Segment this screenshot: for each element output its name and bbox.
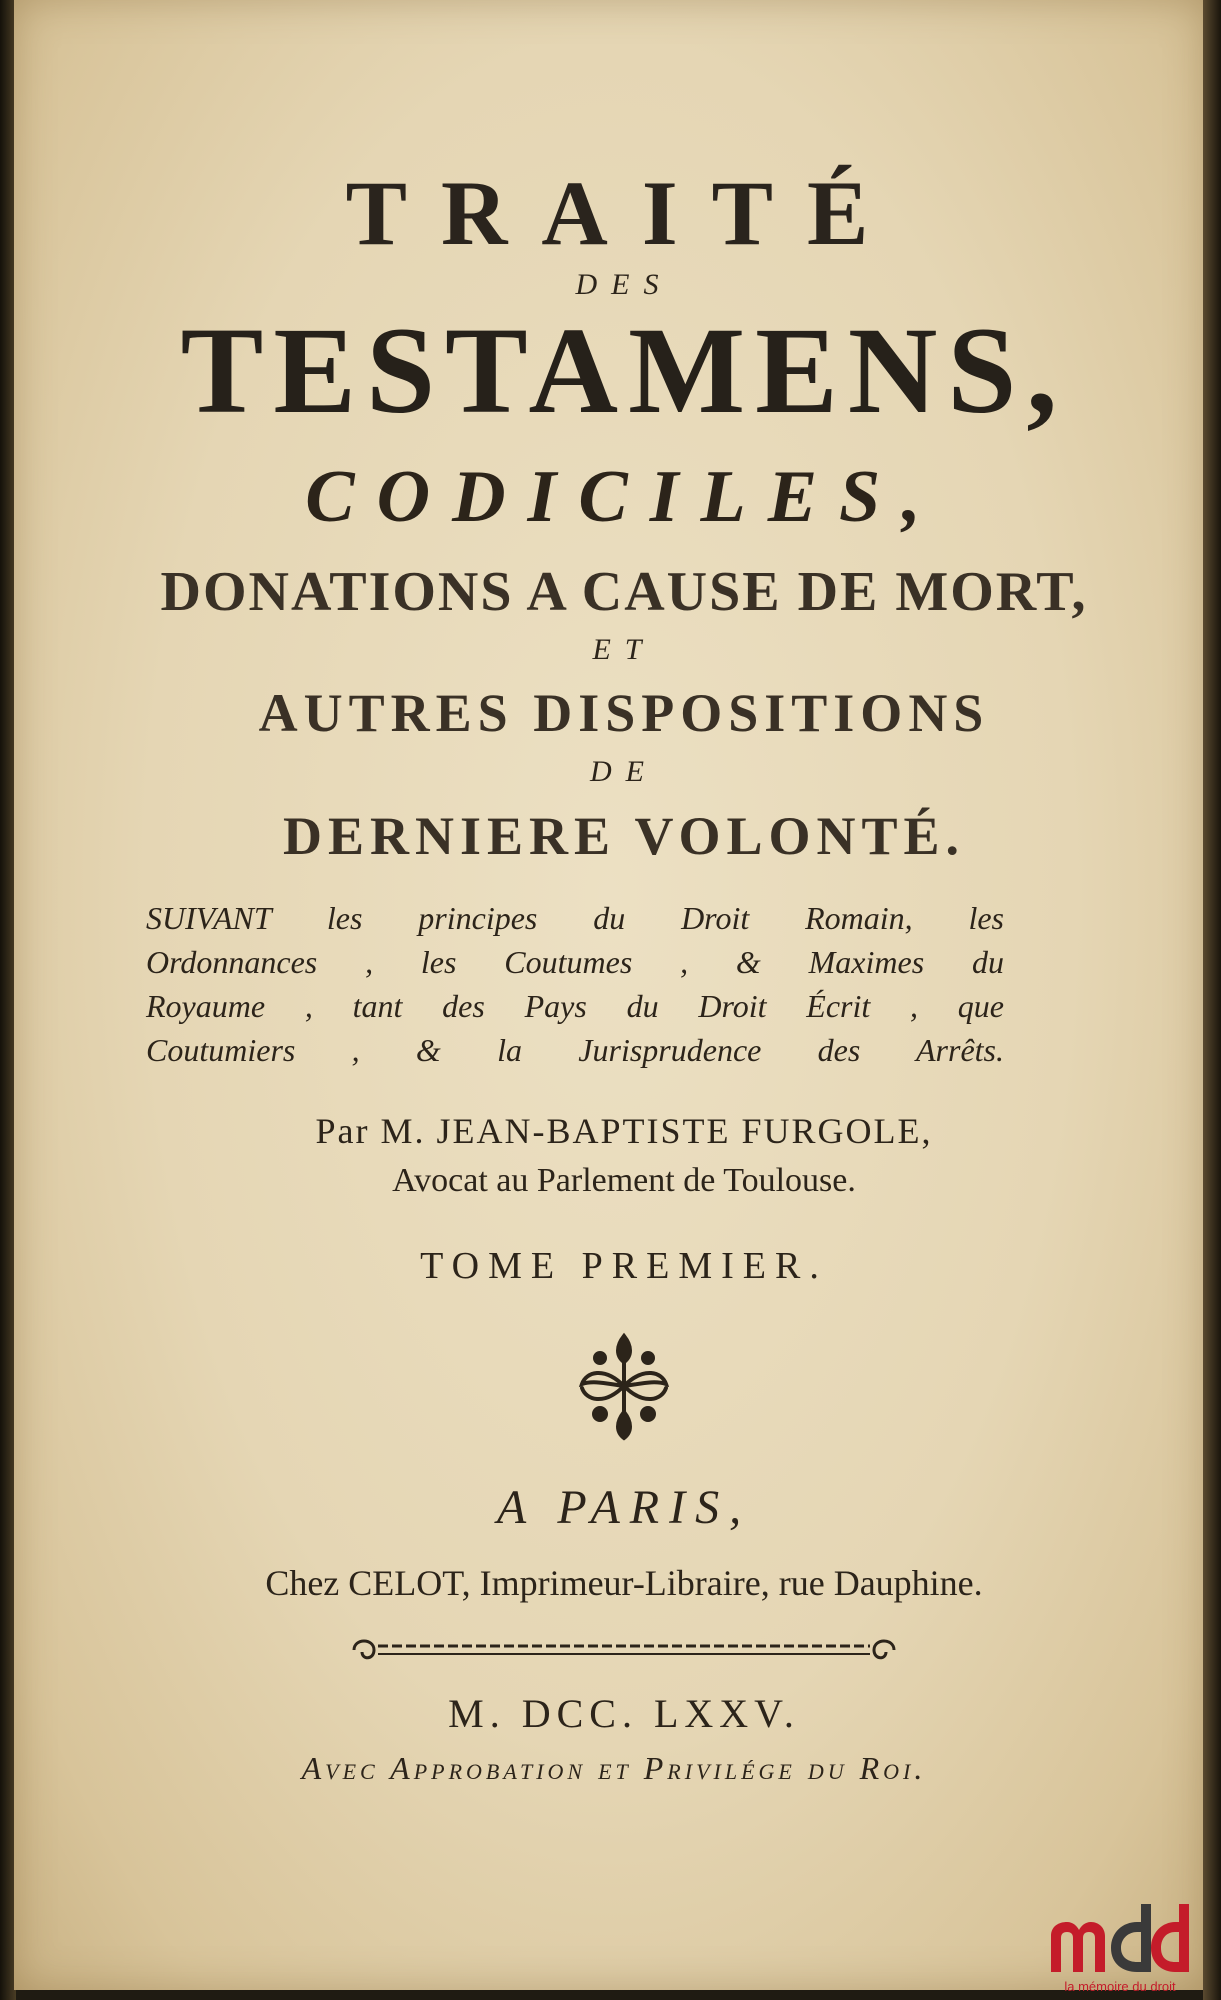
subtitle-line-2: Ordonnances , les Coutumes , & Maximes du: [146, 944, 1004, 980]
imprint-year: M. DCC. LXXV.: [448, 1691, 800, 1736]
subtitle-line-4: Coutumiers , & la Jurisprudence des Arrêts.: [146, 1032, 1004, 1068]
title-donations: DONATIONS A CAUSE DE MORT,: [160, 561, 1088, 623]
title-page-sheet: [14, 0, 1206, 1990]
printers-ornament: [74, 1326, 1174, 1446]
title-traite: TRAITÉ: [345, 162, 903, 264]
title-derniere-volonte: DERNIERE VOLONTÉ.: [282, 806, 966, 866]
fleuron-icon: [564, 1326, 684, 1446]
mdd-logo-icon: [1045, 1902, 1195, 1980]
author-line: Par M. JEAN-BAPTISTE FURGOLE,: [315, 1111, 933, 1151]
imprint-publisher: Chez CELOT, Imprimeur-Libraire, rue Dauphine.: [265, 1563, 983, 1603]
title-de: DE: [590, 755, 658, 788]
title-des: DES: [575, 268, 673, 301]
mdd-logo-caption: la mémoire du droit: [1064, 1979, 1176, 1994]
subtitle-paragraph: [146, 896, 1004, 1072]
subtitle-line-3: Royaume , tant des Pays du Droit Écrit , que: [146, 988, 1004, 1024]
title-autres-dispositions: AUTRES DISPOSITIONS: [258, 683, 990, 743]
decorative-rule: [74, 1630, 1174, 1670]
author-title: Avocat au Parlement de Toulouse.: [392, 1162, 856, 1199]
title-et: ET: [592, 633, 656, 666]
title-testamens: TESTAMENS,: [180, 302, 1068, 439]
ornamental-rule-icon: [344, 1630, 904, 1670]
title-codiciles: CODICILES,: [305, 456, 943, 538]
subtitle-line-1: SUIVANT les principes du Droit Romain, les: [146, 900, 1004, 936]
imprint-place: A PARIS,: [496, 1481, 752, 1534]
royal-privilege: Avec Approbation et Privilége du Roi.: [301, 1750, 927, 1786]
volume-label: TOME PREMIER.: [420, 1245, 828, 1287]
page-edge-right: [1203, 0, 1221, 2000]
